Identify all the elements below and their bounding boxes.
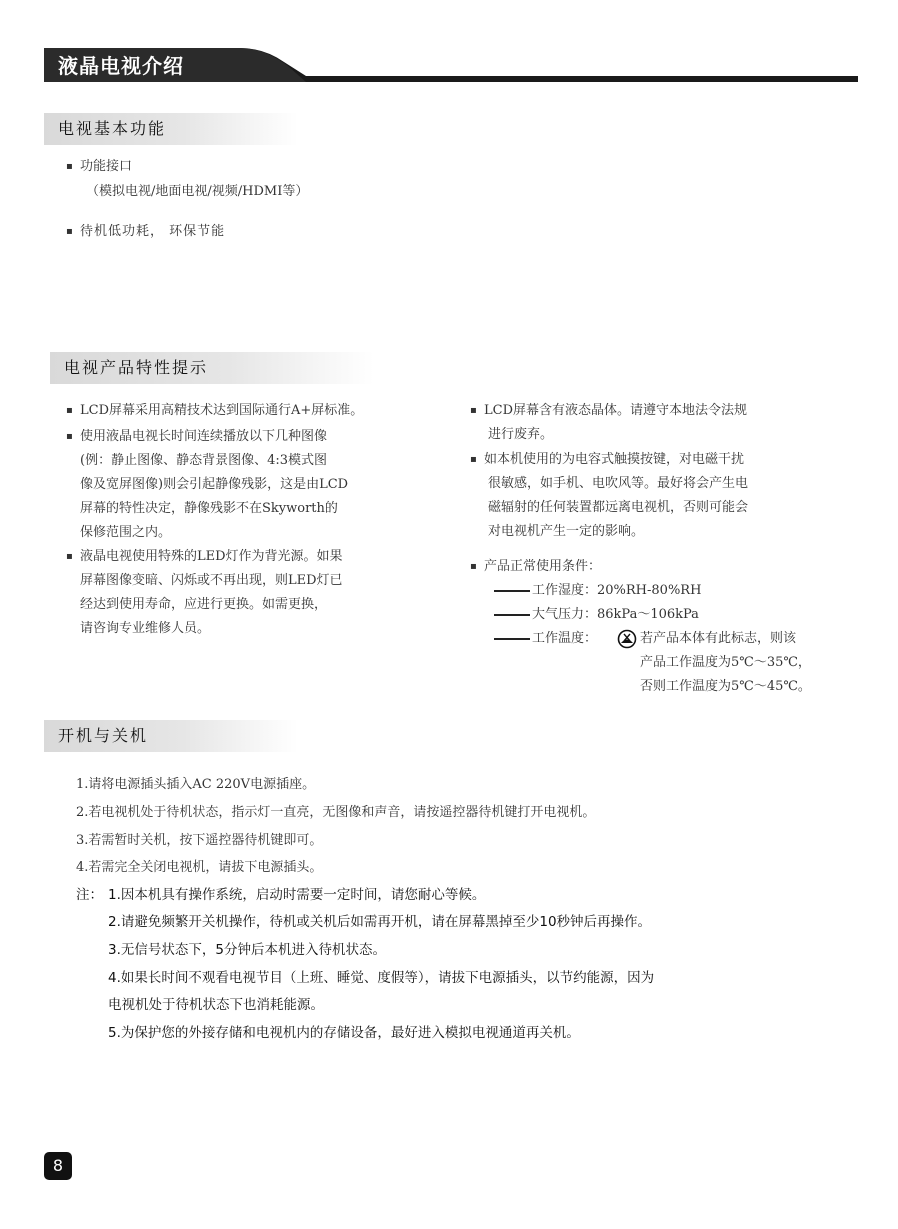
bullet-icon: ▪ — [66, 405, 73, 416]
section-title: 开机与关机 — [58, 726, 149, 745]
condition-pressure-text: 大气压力：86kPa～106kPa — [532, 607, 699, 622]
feature-item-detail: （模拟电视/地面电视/视频/HDMI等） — [86, 184, 309, 199]
condition-humidity — [494, 579, 701, 604]
section-basic-functions — [44, 113, 298, 145]
bullet-icon: ▪ — [470, 561, 477, 572]
section-title: 电视产品特性提示 — [64, 358, 209, 377]
tip-line: 液晶电视使用特殊的LED灯作为背光源。如果 — [80, 549, 343, 564]
tip-line: 磁辐射的任何装置都远离电视机，否则可能会 — [488, 500, 749, 515]
bullet-icon: ▪ — [470, 454, 477, 465]
temperature-line: 若产品本体有此标志，则该 — [640, 631, 797, 646]
feature-item: 待机低功耗， 环保节能 — [80, 224, 226, 239]
power-step: 4.若需完全关闭电视机，请拔下电源插头。 — [76, 860, 323, 875]
note-item: 3.无信号状态下，5分钟后本机进入待机状态。 — [108, 942, 386, 958]
conditions-title: 产品正常使用条件： — [484, 559, 602, 574]
tip-line: 请咨询专业维修人员。 — [80, 621, 211, 636]
notes-label: 注： — [76, 887, 103, 903]
tip-line: 屏幕的特性决定，静像残影不在Skyworth的 — [80, 501, 338, 516]
tip-line: 保修范围之内。 — [80, 525, 172, 540]
tip-line: (例：静止图像、静态背景图像、4:3模式图 — [80, 453, 327, 468]
tip-line: 屏幕图像变暗、闪烁或不再出现，则LED灯已 — [80, 573, 343, 588]
temperature-symbol-icon — [617, 629, 637, 649]
temperature-line: 否则工作温度为5℃～45℃。 — [640, 679, 811, 694]
condition-humidity-text: 工作湿度：20%RH-80%RH — [532, 583, 702, 598]
tip-line: 经达到使用寿命，应进行更换。如需更换， — [80, 597, 328, 612]
tip-line: 使用液晶电视长时间连续播放以下几种图像 — [80, 429, 328, 444]
tip-line: 如本机使用的为电容式触摸按键，对电磁干扰 — [484, 452, 745, 467]
section-power-on-off — [44, 720, 298, 752]
section-title: 电视基本功能 — [58, 119, 167, 138]
tip-line: LCD屏幕采用高精技术达到国际通行A+屏标准。 — [80, 403, 364, 418]
note-item: 1.因本机具有操作系统，启动时需要一定时间，请您耐心等候。 — [108, 887, 486, 903]
note-item: 4.如果长时间不观看电视节目（上班、睡觉、度假等），请拔下电源插头，以节约能源，因为 — [108, 970, 655, 986]
temperature-line: 产品工作温度为5℃～35℃， — [640, 655, 811, 670]
feature-item: 功能接口 — [80, 159, 133, 174]
page-number: 8 — [44, 1152, 72, 1180]
bullet-icon: ▪ — [66, 161, 73, 172]
tip-line: 进行废弃。 — [488, 427, 554, 442]
power-step: 2.若电视机处于待机状态，指示灯一直亮，无图像和声音，请按遥控器待机键打开电视机。 — [76, 805, 596, 820]
bullet-icon: ▪ — [66, 431, 73, 442]
note-item: 2.请避免频繁开关机操作，待机或关机后如需再开机，请在屏幕黑掉至少10秒钟后再操作。 — [108, 914, 652, 930]
tip-line: 对电视机产生一定的影响。 — [488, 524, 645, 539]
tip-line: 很敏感，如手机、电吹风等。最好将会产生电 — [488, 476, 749, 491]
bullet-icon: ▪ — [66, 226, 73, 237]
power-step: 3.若需暂时关机，按下遥控器待机键即可。 — [76, 833, 323, 848]
condition-temperature-label: 工作温度： — [532, 631, 598, 646]
condition-pressure — [494, 603, 699, 628]
bullet-icon: ▪ — [66, 551, 73, 562]
section-product-tips — [50, 352, 374, 384]
tip-line: 像及宽屏图像)则会引起静像残影，这是由LCD — [80, 477, 349, 492]
chapter-title: 液晶电视介绍 — [58, 54, 184, 78]
note-item: 电视机处于待机状态下也消耗能源。 — [108, 997, 324, 1013]
power-step: 1.请将电源插头插入AC 220V电源插座。 — [76, 777, 316, 792]
bullet-icon: ▪ — [470, 405, 477, 416]
chapter-header — [44, 46, 858, 84]
condition-temperature — [494, 627, 597, 652]
note-item: 5.为保护您的外接存储和电视机内的存储设备，最好进入模拟电视通道再关机。 — [108, 1025, 580, 1041]
tip-line: LCD屏幕含有液态晶体。请遵守本地法令法规 — [484, 403, 748, 418]
